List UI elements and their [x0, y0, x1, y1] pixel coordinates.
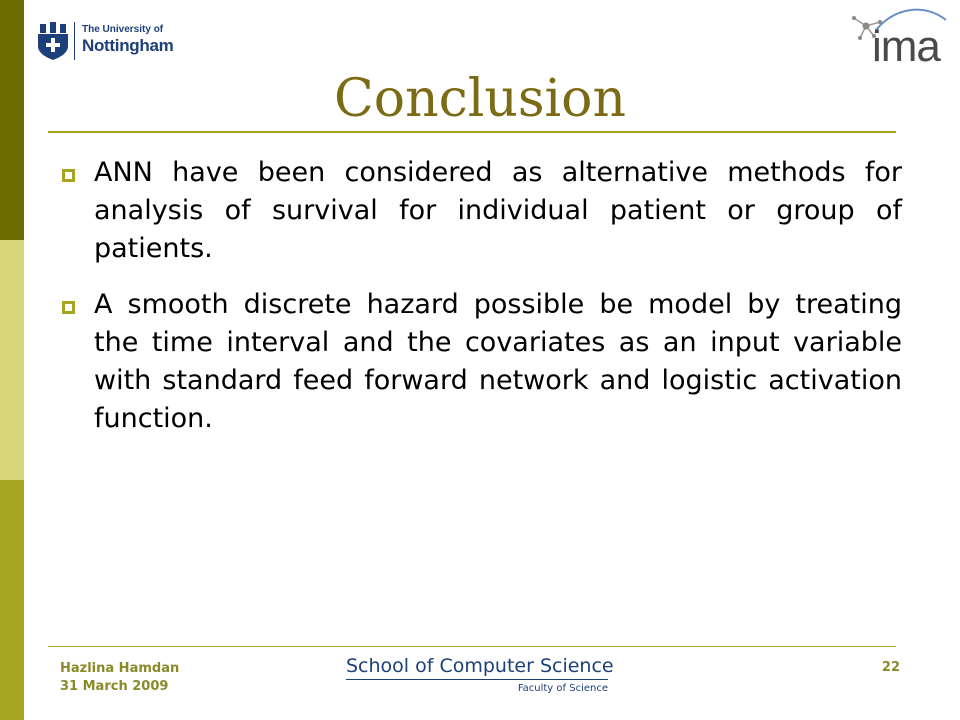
school-logo	[346, 654, 614, 695]
footer-date: 31 March 2009	[60, 679, 169, 694]
ima-logo-text: ima	[872, 22, 940, 71]
university-line1: The University of	[82, 24, 164, 35]
ima-logo	[846, 8, 950, 74]
logo-divider	[74, 22, 75, 60]
side-bar-middle	[0, 240, 24, 480]
side-bar-bottom	[0, 480, 24, 720]
crest-icon	[36, 22, 70, 60]
square-bullet-icon	[62, 169, 75, 182]
university-line2: Nottingham	[82, 36, 174, 55]
bullet-text: ANN have been considered as alternative methods for analysis of survival for individual patient or group of patients.	[94, 157, 902, 264]
bullet-item	[60, 154, 902, 268]
square-bullet-icon	[62, 301, 75, 314]
bullet-text: A smooth discrete hazard possible be model by treating the time interval and the covariates as an input variable with standard feed forward network and logistic activation function.	[94, 289, 902, 434]
bullet-item	[60, 286, 902, 438]
page-number: 22	[881, 660, 900, 675]
footer-author-block	[60, 660, 179, 696]
slide-title: Conclusion	[334, 69, 626, 129]
footer-divider	[48, 646, 896, 647]
title-divider	[48, 131, 896, 133]
school-underline	[346, 679, 608, 680]
footer-author: Hazlina Hamdan	[60, 661, 180, 676]
bullet-list	[60, 154, 902, 456]
faculty-name: Faculty of Science	[517, 683, 608, 694]
school-name: School of Computer Science	[346, 655, 614, 677]
university-logo	[36, 22, 176, 66]
